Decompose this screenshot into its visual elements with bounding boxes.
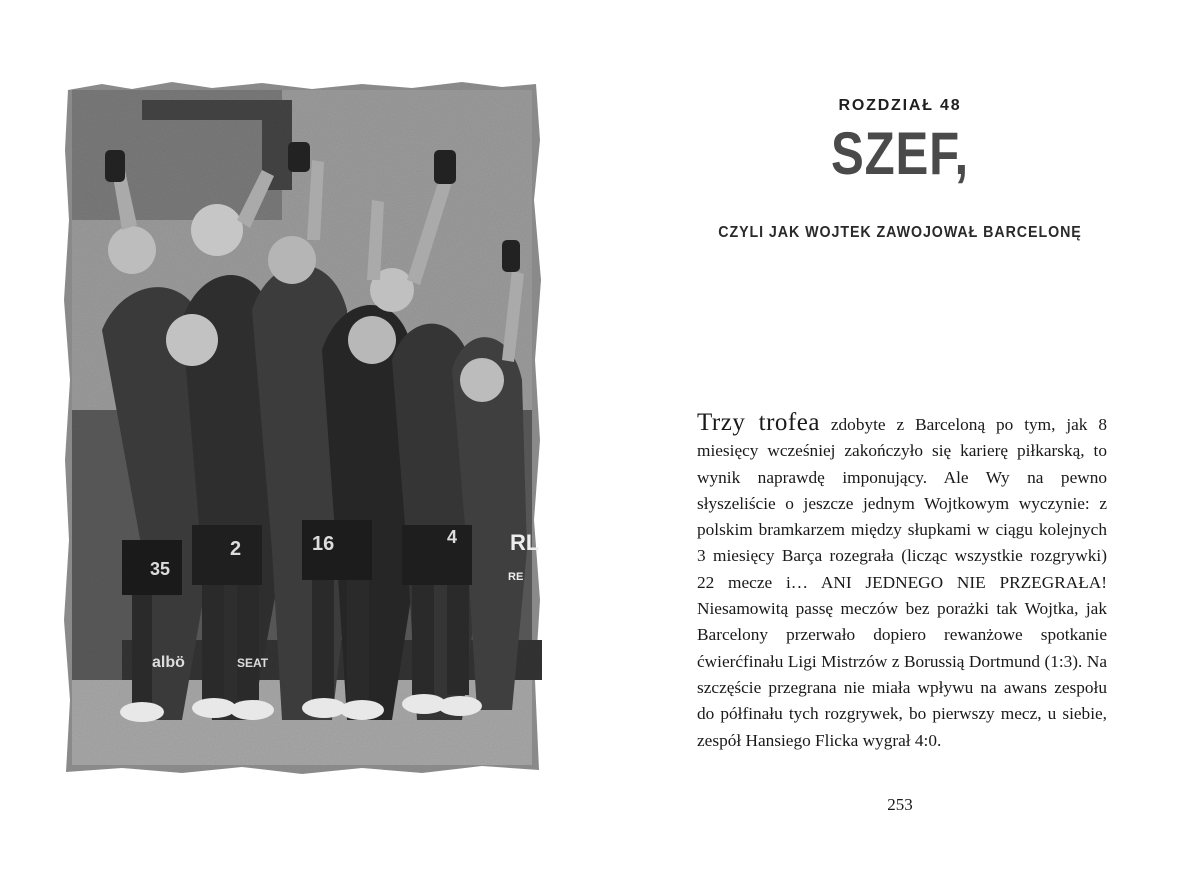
banner-text-albo: albö xyxy=(152,654,185,671)
banner-text-re: RE xyxy=(508,571,524,583)
chapter-subtitle: CZYLI JAK WOJTEK ZAWOJOWAŁ BARCELONĘ xyxy=(718,224,1082,241)
body-rest: zdobyte z Barceloną po tym, jak 8 miesięcy wcześniej zakończyło się karierę piłkarską, to wynik naprawdę imponujący. Ale Wy na pewno słyszeliście o jeszcze jednym Wojtkowym wyczynie: z polskim bramkarzem między słupkami w ciągu kolejnych 3 miesięcy Barça rozegrała (licząc wszystkie rozgrywki) 22 mecze i… ANI JEDNEGO NIE PRZEGRAŁA! Niesamowitą passę meczów bez porażki tak Wojtka, jak Barcelony przerwało dopiero rewanżowe spotkanie ćwierćfinału Ligi Mistrzów z Borussią Dortmund (1:3). Na szczęście przegrana nie miała wpływu na awans zespołu do półfinału tych rozgrywek, bo pierwszy mecz, u siebie, zespół Hansiego Flicka wygrał 4:0. xyxy=(697,415,1107,750)
chapter-body-paragraph xyxy=(697,410,1107,754)
chapter-label: ROZDZIAŁ 48 xyxy=(838,97,962,114)
banner-text-seat: SEAT xyxy=(237,656,269,670)
lead-words: Trzy trofea xyxy=(697,409,820,436)
right-page xyxy=(600,0,1200,876)
chapter-title: SZEF, xyxy=(830,120,970,187)
page-number: 253 xyxy=(887,795,913,814)
banner-text-rl: RL xyxy=(510,530,540,555)
jersey-number-16: 16 xyxy=(312,533,335,555)
team-celebration-illustration xyxy=(62,80,542,775)
jersey-number-2: 2 xyxy=(230,538,242,560)
jersey-number-4: 4 xyxy=(447,527,458,547)
jersey-number-35: 35 xyxy=(150,559,171,579)
illustration-svg xyxy=(62,80,542,775)
